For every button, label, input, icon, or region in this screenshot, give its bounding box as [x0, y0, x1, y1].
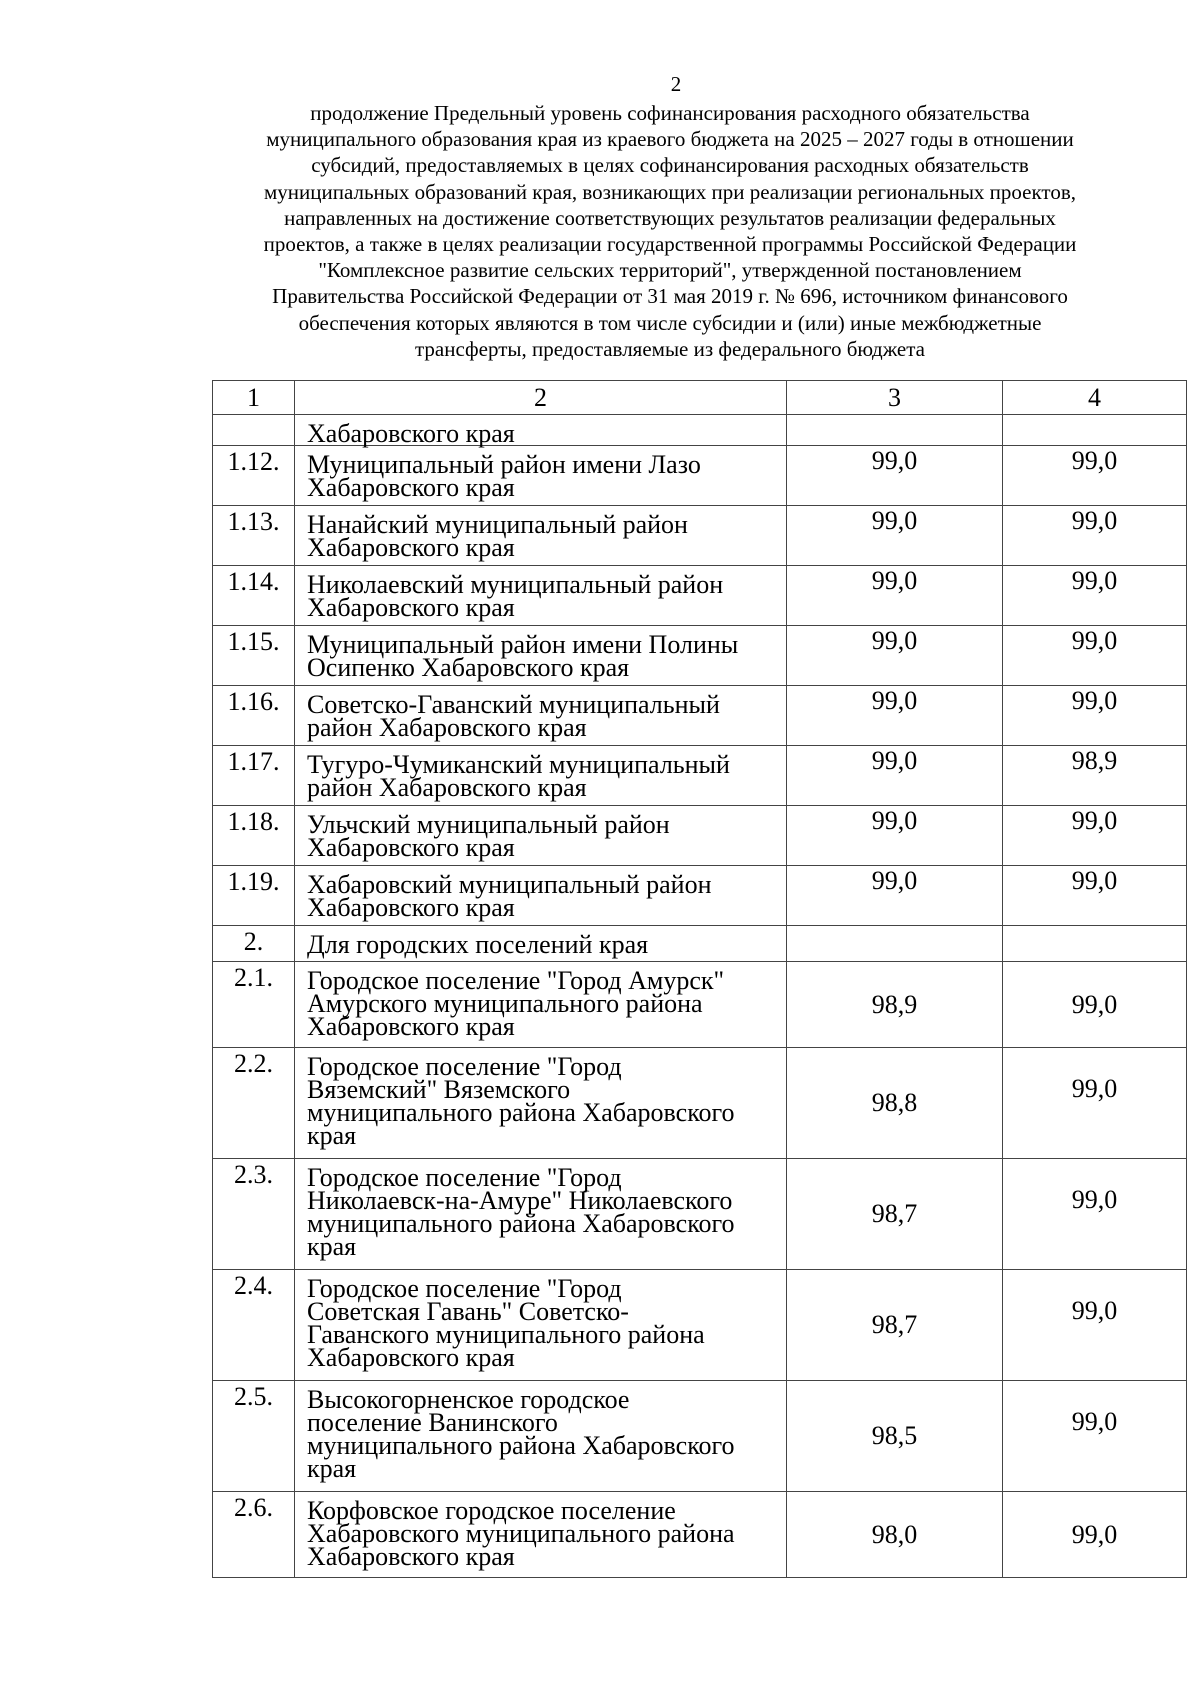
- name-line: края: [307, 1232, 357, 1261]
- name-line: Осипенко Хабаровского края: [307, 653, 630, 682]
- cofinancing-table: [212, 380, 1187, 1578]
- value-col4: 99,0: [1003, 962, 1187, 1048]
- value-col3: 98,7: [787, 1270, 1003, 1381]
- name-line: Хабаровского края: [307, 1542, 515, 1571]
- value-col3: 99,0: [787, 806, 1003, 866]
- table-row: [213, 1048, 1187, 1159]
- value-col4: 99,0: [1003, 566, 1187, 626]
- name-line: поселение Ванинского: [307, 1408, 558, 1437]
- row-number: 1.17.: [213, 746, 295, 806]
- column-header: 4: [1003, 381, 1187, 415]
- name-line: Городское поселение "Город Амурск": [307, 966, 725, 995]
- row-number: 2.5.: [213, 1381, 295, 1492]
- heading-line: муниципальных образований края, возникающих при реализации региональных проектов,: [263, 179, 1076, 204]
- name-line: Городское поселение "Город: [307, 1052, 622, 1081]
- name-line: Амурского муниципального района: [307, 989, 703, 1018]
- value-col4: 99,0: [1003, 806, 1187, 866]
- name-line: Городское поселение "Город: [307, 1163, 622, 1192]
- value-col4: 98,9: [1003, 746, 1187, 806]
- value-col3: 98,8: [787, 1048, 1003, 1159]
- name-line: Николаевск-на-Амуре" Николаевского: [307, 1186, 733, 1215]
- value-col3: 99,0: [787, 866, 1003, 926]
- table-row: [213, 806, 1187, 866]
- municipality-name: [295, 415, 787, 446]
- row-number: 1.19.: [213, 866, 295, 926]
- heading-line: направленных на достижение соответствующих результатов реализации федеральных: [284, 205, 1056, 230]
- table-row: [213, 962, 1187, 1048]
- row-number: [213, 415, 295, 446]
- column-header: 3: [787, 381, 1003, 415]
- heading-line: "Комплексное развитие сельских территорий", утвержденной постановлением: [318, 258, 1022, 283]
- table-row: [213, 686, 1187, 746]
- value-col4: 99,0: [1003, 626, 1187, 686]
- name-line: Хабаровского края: [307, 419, 515, 448]
- value-col4: 99,0: [1003, 1159, 1187, 1270]
- municipality-name: [295, 446, 787, 506]
- municipality-name: [295, 1492, 787, 1578]
- name-line: муниципального района Хабаровского: [307, 1209, 735, 1238]
- municipality-name: [295, 506, 787, 566]
- municipality-name: [295, 566, 787, 626]
- row-number: 2.2.: [213, 1048, 295, 1159]
- value-col4: 99,0: [1003, 1381, 1187, 1492]
- name-line: Хабаровского края: [307, 593, 515, 622]
- heading-line: проектов, а также в целях реализации государственной программы Российской Федерации: [263, 232, 1077, 257]
- municipality-name: [295, 962, 787, 1048]
- row-number: 2.6.: [213, 1492, 295, 1578]
- name-line: Хабаровского края: [307, 1343, 515, 1372]
- table-row: [213, 626, 1187, 686]
- value-col4: 99,0: [1003, 1492, 1187, 1578]
- name-line: муниципального района Хабаровского: [307, 1098, 735, 1127]
- municipality-name: [295, 866, 787, 926]
- heading-line: обеспечения которых являются в том числе субсидии и (или) иные межбюджетные: [298, 310, 1042, 335]
- name-line: Для городских поселений края: [307, 930, 649, 959]
- name-line: Гаванского муниципального района: [307, 1320, 705, 1349]
- name-line: Николаевский муниципальный район: [307, 570, 724, 599]
- value-col3: 99,0: [787, 446, 1003, 506]
- municipality-name: [295, 926, 787, 962]
- value-col4: 99,0: [1003, 686, 1187, 746]
- value-col4: 99,0: [1003, 446, 1187, 506]
- table-row: [213, 446, 1187, 506]
- heading-line: продолжение Предельный уровень софинансирования расходного обязательства: [310, 101, 1030, 125]
- name-line: Хабаровского края: [307, 473, 515, 502]
- value-col4: 99,0: [1003, 866, 1187, 926]
- name-line: Ульчский муниципальный район: [307, 810, 670, 839]
- name-line: края: [307, 1454, 357, 1483]
- name-line: Хабаровского края: [307, 833, 515, 862]
- heading-line: трансферты, предоставляемые из федерального бюджета: [414, 336, 926, 361]
- row-number: 1.13.: [213, 506, 295, 566]
- value-col3: 98,5: [787, 1381, 1003, 1492]
- row-number: 1.16.: [213, 686, 295, 746]
- row-number: 2.: [213, 926, 295, 962]
- table-row: [213, 1270, 1187, 1381]
- value-col4: 99,0: [1003, 1048, 1187, 1159]
- name-line: края: [307, 1121, 357, 1150]
- name-line: Хабаровский муниципальный район: [307, 870, 712, 899]
- name-line: Тугуро-Чумиканский муниципальный: [307, 750, 730, 779]
- row-number: 2.3.: [213, 1159, 295, 1270]
- document-heading: [200, 100, 1140, 362]
- table-row: [213, 566, 1187, 626]
- municipality-name: [295, 806, 787, 866]
- row-number: 1.15.: [213, 626, 295, 686]
- name-line: Муниципальный район имени Полины: [307, 630, 739, 659]
- name-line: Хабаровского края: [307, 1012, 515, 1041]
- value-col3: 99,0: [787, 626, 1003, 686]
- municipality-name: [295, 1159, 787, 1270]
- name-line: Городское поселение "Город: [307, 1274, 622, 1303]
- value-col4: 99,0: [1003, 1270, 1187, 1381]
- value-col3: 98,9: [787, 962, 1003, 1048]
- value-col3: 98,7: [787, 1159, 1003, 1270]
- row-number: 1.12.: [213, 446, 295, 506]
- table-row: [213, 746, 1187, 806]
- table-row: [213, 1159, 1187, 1270]
- column-header: 1: [213, 381, 295, 415]
- name-line: муниципального района Хабаровского: [307, 1431, 735, 1460]
- value-col3: 99,0: [787, 686, 1003, 746]
- name-line: Советско-Гаванский муниципальный: [307, 690, 720, 719]
- name-line: Хабаровского муниципального района: [307, 1519, 735, 1548]
- name-line: Хабаровского края: [307, 533, 515, 562]
- column-header: 2: [295, 381, 787, 415]
- table-row: [213, 506, 1187, 566]
- table-body: [213, 381, 1187, 1578]
- municipality-name: [295, 1381, 787, 1492]
- row-number: 1.18.: [213, 806, 295, 866]
- value-col4: [1003, 415, 1187, 446]
- value-col4: 99,0: [1003, 506, 1187, 566]
- name-line: Корфовское городское поселение: [307, 1496, 676, 1525]
- value-col3: [787, 926, 1003, 962]
- name-line: Высокогорненское городское: [307, 1385, 630, 1414]
- name-line: Вяземский" Вяземского: [307, 1075, 571, 1104]
- table-row: [213, 926, 1187, 962]
- municipality-name: [295, 1270, 787, 1381]
- value-col3: 99,0: [787, 746, 1003, 806]
- table-row: [213, 415, 1187, 446]
- row-number: 2.4.: [213, 1270, 295, 1381]
- heading-line: субсидий, предоставляемых в целях софинансирования расходных обязательств: [311, 153, 1029, 178]
- value-col3: 99,0: [787, 506, 1003, 566]
- municipality-name: [295, 1048, 787, 1159]
- name-line: район Хабаровского края: [307, 773, 587, 802]
- table-row: [213, 1492, 1187, 1578]
- value-col4: [1003, 926, 1187, 962]
- heading-line: муниципального образования края из краевого бюджета на 2025 – 2027 годы в отношении: [266, 127, 1074, 152]
- name-line: Нанайский муниципальный район: [307, 510, 688, 539]
- municipality-name: [295, 626, 787, 686]
- table-row: [213, 1381, 1187, 1492]
- name-line: Хабаровского края: [307, 893, 515, 922]
- heading-line: Правительства Российской Федерации от 31 мая 2019 г. № 696, источником финансового: [272, 284, 1068, 309]
- municipality-name: [295, 686, 787, 746]
- name-line: район Хабаровского края: [307, 713, 587, 742]
- name-line: Советская Гавань" Советско-: [307, 1297, 629, 1326]
- row-number: 2.1.: [213, 962, 295, 1048]
- value-col3: 99,0: [787, 566, 1003, 626]
- value-col3: [787, 415, 1003, 446]
- value-col3: 98,0: [787, 1492, 1003, 1578]
- name-line: Муниципальный район имени Лазо: [307, 450, 701, 479]
- municipality-name: [295, 746, 787, 806]
- table-row: [213, 866, 1187, 926]
- page-number: 2: [670, 72, 682, 96]
- row-number: 1.14.: [213, 566, 295, 626]
- table-header-row: [213, 381, 1187, 415]
